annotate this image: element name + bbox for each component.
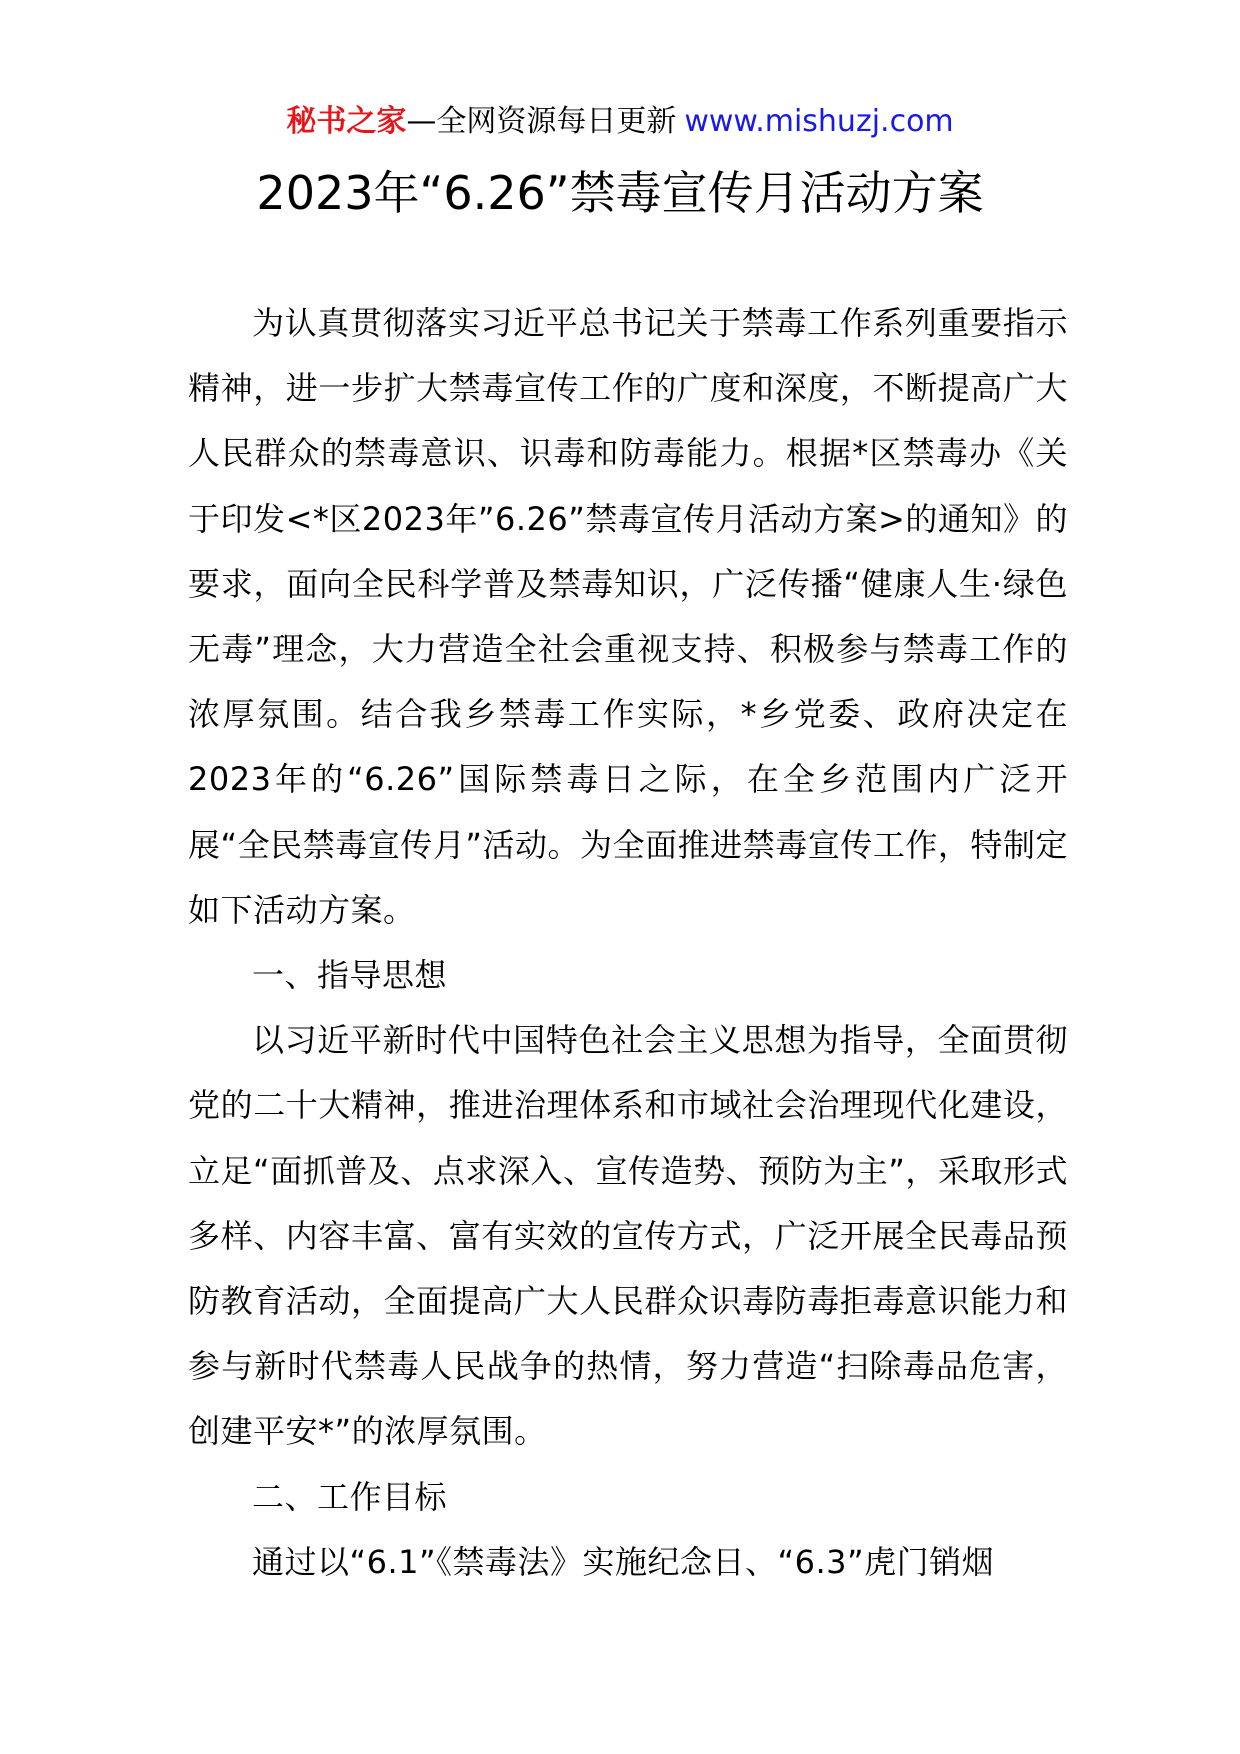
brand-tagline: —全网资源每日更新: [406, 104, 677, 139]
site-url-link[interactable]: www.mishuzj.com: [684, 104, 954, 139]
brand-name: 秘书之家: [286, 104, 407, 139]
section-heading-work-goals: 二、工作目标: [252, 1477, 448, 1516]
guiding-ideology-paragraph: 以习近平新时代中国特色社会主义思想为指导，全面贯彻党的二十大精神，推进治理体系和市域社会治理现代化建设，立足“面抓普及、点求深入、宣传造势、预防为主”，采取形式多样、内容丰富、富有实效的宣传方式，广泛开展全民毒品预防教育活动，全面提高广大人民群众识毒防毒拒毒意识能力和参与新时代禁毒人民战争的热情，努力营造“扫除毒品危害，创建平安*”的浓厚氛围。: [188, 1021, 1068, 1451]
document-title: 2023年“6.26”禁毒宣传月活动方案: [256, 166, 984, 220]
intro-paragraph: 为认真贯彻落实习近平总书记关于禁毒工作系列重要指示精神，进一步扩大禁毒宣传工作的广度和深度，不断提高广大人民群众的禁毒意识、识毒和防毒能力。根据*区禁毒办《关于印发<*区2023年”6.26”禁毒宣传月活动方案>的通知》的要求，面向全民科学普及禁毒知识，广泛传播“健康人生·绿色无毒”理念，大力营造全社会重视支持、积极参与禁毒工作的浓厚氛围。结合我乡禁毒工作实际，*乡党委、政府决定在2023年的“6.26”国际禁毒日之际，在全乡范围内广泛开展“全民禁毒宣传月”活动。为全面推进禁毒宣传工作，特制定如下活动方案。: [188, 304, 1068, 929]
watermark-header: [0, 100, 1240, 144]
work-goals-paragraph: 通过以“6.1”《禁毒法》实施纪念日、“6.3”虎门销烟: [252, 1542, 995, 1581]
document-body: [188, 291, 1068, 1595]
section-heading-guiding-ideology: 一、指导思想: [252, 956, 448, 995]
